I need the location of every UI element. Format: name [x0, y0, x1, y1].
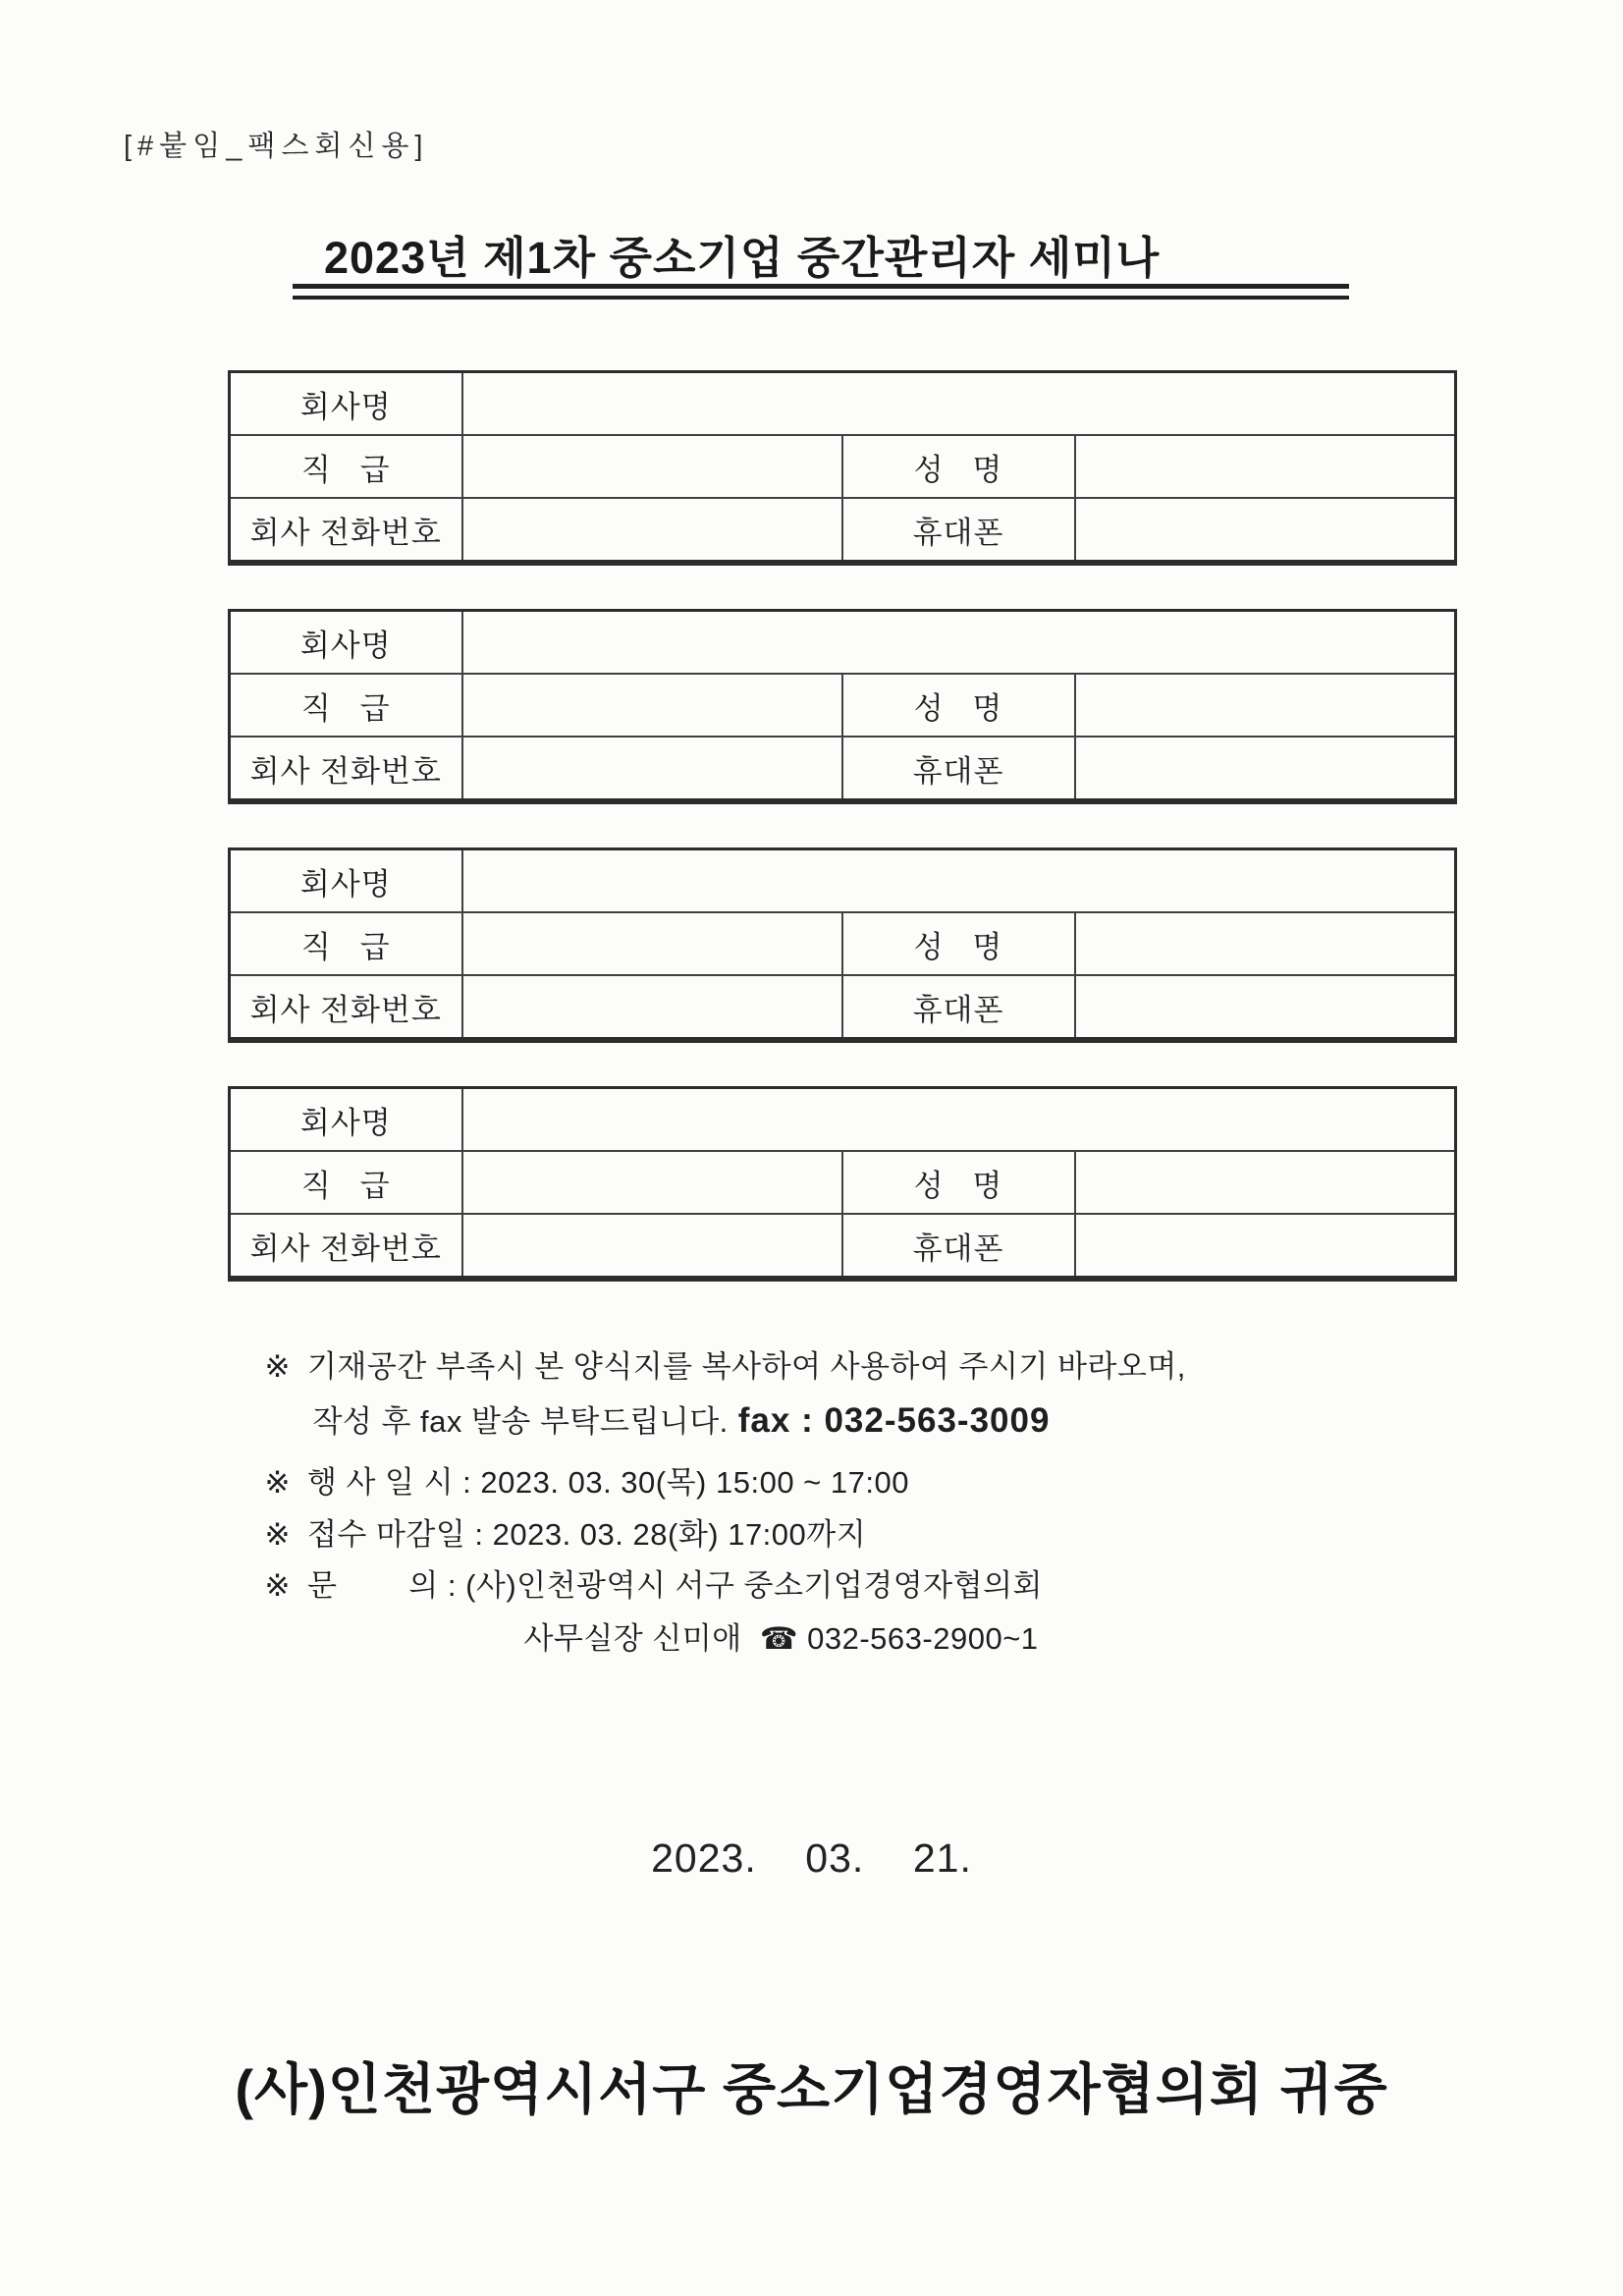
company-phone-input-cell[interactable]	[462, 498, 842, 563]
position-name-row	[230, 1151, 1456, 1214]
phone-row	[230, 498, 1456, 563]
phone-row	[230, 737, 1456, 801]
reference-mark-icon: ※	[264, 1349, 291, 1384]
note-text: 접수 마감일 : 2023. 03. 28(화) 17:00까지	[306, 1517, 867, 1552]
name-label: 성 명	[842, 674, 1075, 737]
position-input-cell[interactable]	[462, 1151, 842, 1214]
company-name-input-cell[interactable]	[462, 611, 1456, 675]
note-text: 행 사 일 시 : 2023. 03. 30(목) 15:00 ~ 17:00	[306, 1465, 909, 1500]
position-input-cell[interactable]	[462, 674, 842, 737]
reference-mark-icon: ※	[264, 1465, 291, 1500]
name-label: 성 명	[842, 435, 1075, 498]
attendee-entry-table	[228, 370, 1457, 566]
position-label: 직 급	[230, 1151, 462, 1214]
company-name-input-cell[interactable]	[462, 1088, 1456, 1152]
title-underline	[293, 284, 1349, 300]
note-text: 기재공간 부족시 본 양식지를 복사하여 사용하여 주시기 바라오며,	[306, 1349, 1186, 1384]
attendee-entry-table	[228, 1086, 1457, 1282]
company-phone-input-cell[interactable]	[462, 975, 842, 1040]
position-label: 직 급	[230, 674, 462, 737]
company-phone-input-cell[interactable]	[462, 737, 842, 801]
attendee-entry-table	[228, 847, 1457, 1043]
attendee-entry-table	[228, 609, 1457, 804]
position-input-cell[interactable]	[462, 435, 842, 498]
company-name-input-cell[interactable]	[462, 849, 1456, 913]
recipient: (사)인천광역시서구 중소기업경영자협의회 귀중	[235, 2058, 1388, 2120]
company-name-input-cell[interactable]	[462, 372, 1456, 436]
company-phone-label: 회사 전화번호	[230, 737, 462, 801]
note-inquiry-contact	[488, 1578, 1039, 1693]
company-phone-input-cell[interactable]	[462, 1214, 842, 1279]
name-input-cell[interactable]	[1075, 674, 1456, 737]
page-title: 2023년 제1차 중소기업 중간관리자 세미나	[324, 233, 1161, 283]
mobile-phone-label: 휴대폰	[842, 1214, 1075, 1279]
entry-tables	[228, 370, 1457, 1325]
phone-row	[230, 975, 1456, 1040]
mobile-phone-label: 휴대폰	[842, 975, 1075, 1040]
company-name-row	[230, 1088, 1456, 1152]
company-name-label: 회사명	[230, 1088, 462, 1152]
position-input-cell[interactable]	[462, 912, 842, 975]
position-name-row	[230, 674, 1456, 737]
mobile-phone-input-cell[interactable]	[1075, 737, 1456, 801]
company-name-label: 회사명	[230, 611, 462, 675]
document-date: 2023. 03. 21.	[651, 1835, 972, 1881]
company-name-label: 회사명	[230, 372, 462, 436]
mobile-phone-label: 휴대폰	[842, 737, 1075, 801]
mobile-phone-input-cell[interactable]	[1075, 975, 1456, 1040]
attachment-tag: [#붙임_팩스회신용]	[124, 131, 429, 162]
mobile-phone-input-cell[interactable]	[1075, 498, 1456, 563]
fax-number: fax : 032-563-3009	[737, 1401, 1051, 1440]
mobile-phone-input-cell[interactable]	[1075, 1214, 1456, 1279]
name-input-cell[interactable]	[1075, 435, 1456, 498]
company-phone-label: 회사 전화번호	[230, 975, 462, 1040]
name-label: 성 명	[842, 1151, 1075, 1214]
company-name-row	[230, 611, 1456, 675]
company-name-label: 회사명	[230, 849, 462, 913]
reference-mark-icon: ※	[264, 1568, 291, 1603]
name-input-cell[interactable]	[1075, 912, 1456, 975]
reference-mark-icon: ※	[264, 1517, 291, 1552]
note-text: 작성 후 fax 발송 부탁드립니다.	[312, 1404, 729, 1439]
note-text: 사무실장 신미애 ☎ 032-563-2900~1	[523, 1621, 1039, 1656]
note-text: 문 의 : (사)인천광역시 서구 중소기업경영자협의회	[306, 1568, 1043, 1603]
mobile-phone-label: 휴대폰	[842, 498, 1075, 563]
position-name-row	[230, 912, 1456, 975]
position-name-row	[230, 435, 1456, 498]
company-name-row	[230, 372, 1456, 436]
company-name-row	[230, 849, 1456, 913]
name-label: 성 명	[842, 912, 1075, 975]
name-input-cell[interactable]	[1075, 1151, 1456, 1214]
company-phone-label: 회사 전화번호	[230, 1214, 462, 1279]
position-label: 직 급	[230, 435, 462, 498]
company-phone-label: 회사 전화번호	[230, 498, 462, 563]
phone-row	[230, 1214, 1456, 1279]
position-label: 직 급	[230, 912, 462, 975]
